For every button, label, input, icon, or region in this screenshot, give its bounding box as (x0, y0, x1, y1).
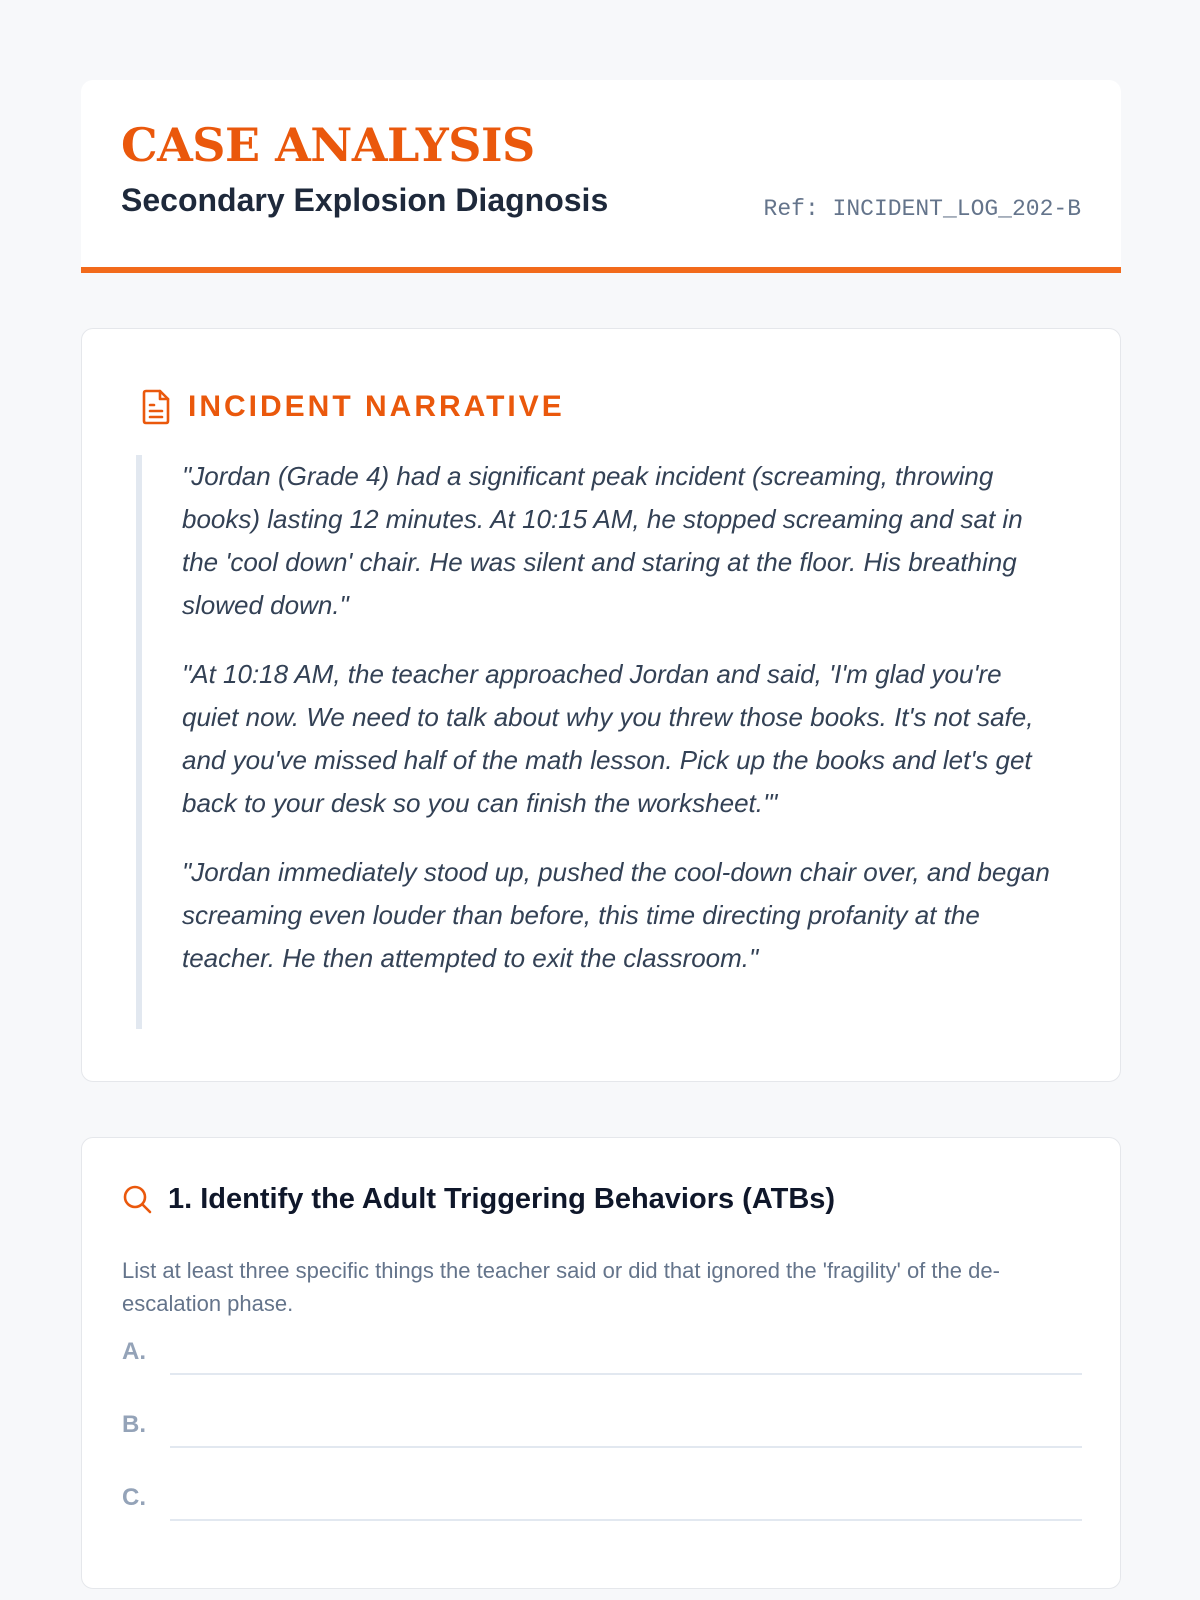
narrative-paragraph: "At 10:18 AM, the teacher approached Jordan and said, 'I'm glad you're quiet now. We need to talk about why you threw those books. It's not safe, and you've missed half of the math lesson. Pick up the books and let's get back to your desk so you can finish the worksheet.'" (182, 659, 1034, 818)
search-icon (122, 1184, 152, 1214)
page-subtitle: Secondary Explosion Diagnosis (121, 182, 609, 218)
answer-line-c[interactable] (170, 1519, 1082, 1521)
document-icon (140, 389, 172, 425)
question-1-description: List at least three specific things the teacher said or did that ignored the 'fragility' of the de-escalation phase. (122, 1258, 1000, 1316)
answer-line-a[interactable] (170, 1373, 1082, 1375)
question-1-card (81, 1137, 1121, 1589)
answer-row-a (122, 1335, 1082, 1375)
narrative-paragraph: "Jordan (Grade 4) had a significant peak incident (screaming, throwing books) lasting 12 minutes. At 10:15 AM, he stopped screaming and sat in the 'cool down' chair. He was silent and staring at the floor. His breathing slowed down." (182, 461, 1023, 620)
answer-line-b[interactable] (170, 1446, 1082, 1448)
question-1-heading (122, 1184, 835, 1214)
incident-narrative-card (81, 328, 1121, 1082)
question-1-title: 1. Identify the Adult Triggering Behaviors (ATBs) (168, 1182, 836, 1215)
narrative-heading (140, 389, 565, 425)
answer-letter: B. (122, 1411, 146, 1438)
narrative-quote (136, 455, 1056, 1029)
reference-code: Ref: INCIDENT_LOG_202-B (763, 196, 1081, 222)
answer-letter: A. (122, 1338, 146, 1365)
answer-letter: C. (122, 1484, 146, 1511)
answer-row-b (122, 1408, 1082, 1448)
answer-row-c (122, 1481, 1082, 1521)
page-title: CASE ANALYSIS (121, 118, 535, 172)
header-card (81, 80, 1121, 273)
narrative-heading-label: INCIDENT NARRATIVE (188, 390, 565, 423)
narrative-paragraph: "Jordan immediately stood up, pushed the cool-down chair over, and began screaming even louder than before, this time directing profanity at the teacher. He then attempted to exit the classroom." (182, 857, 1050, 973)
